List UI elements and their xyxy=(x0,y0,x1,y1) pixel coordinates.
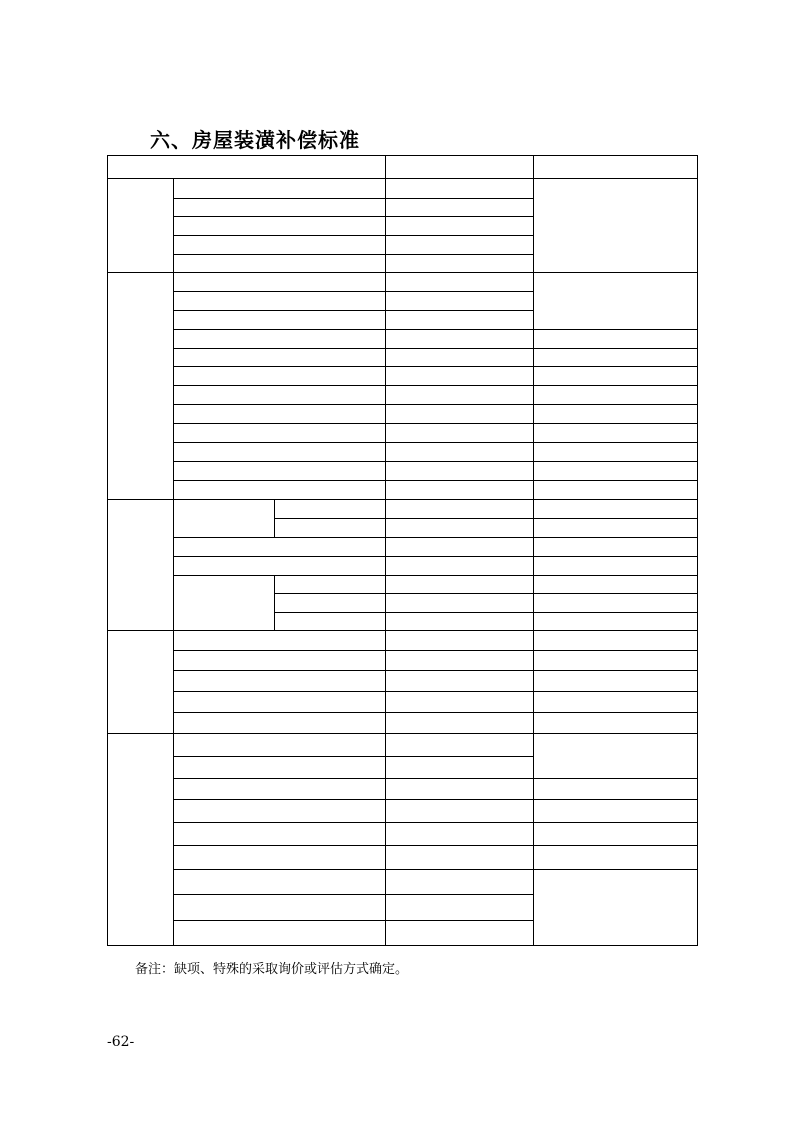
table-rule xyxy=(533,712,698,713)
item-name xyxy=(173,310,385,329)
table-rule xyxy=(533,348,698,349)
item-amount xyxy=(385,366,533,385)
item-amount xyxy=(385,348,533,366)
item-amount xyxy=(385,442,533,461)
item-amount xyxy=(385,329,533,348)
category-label xyxy=(107,499,173,630)
item-amount xyxy=(385,612,533,630)
table-rule xyxy=(697,155,698,946)
item-amount xyxy=(385,799,533,822)
item-amount xyxy=(385,178,533,198)
item-name xyxy=(274,499,385,518)
item-amount xyxy=(385,733,533,756)
item-amount xyxy=(385,198,533,216)
table-rule xyxy=(533,691,698,692)
item-amount xyxy=(385,423,533,442)
item-amount xyxy=(385,499,533,518)
item-name xyxy=(173,329,385,348)
header-name xyxy=(107,155,385,178)
item-amount xyxy=(385,480,533,499)
remark-note xyxy=(533,869,697,945)
item-name xyxy=(173,556,385,575)
item-amount xyxy=(385,593,533,612)
item-amount xyxy=(385,712,533,733)
item-name xyxy=(173,404,385,423)
table-rule xyxy=(533,423,698,424)
item-amount xyxy=(385,556,533,575)
page-title: 六、房屋装潢补偿标准 xyxy=(150,128,360,152)
header-amount xyxy=(385,155,533,178)
subgroup-label xyxy=(173,575,274,630)
item-name xyxy=(173,920,385,945)
item-amount xyxy=(385,822,533,845)
item-amount xyxy=(385,845,533,869)
category-label xyxy=(107,272,173,499)
category-label xyxy=(107,630,173,733)
item-amount xyxy=(385,630,533,650)
table-rule xyxy=(533,575,698,576)
item-name xyxy=(173,756,385,778)
table-rule xyxy=(533,556,698,557)
item-name xyxy=(173,733,385,756)
item-amount xyxy=(385,461,533,480)
item-name xyxy=(173,691,385,712)
item-name xyxy=(173,254,385,272)
compensation-table xyxy=(107,155,697,945)
remark-note xyxy=(533,178,697,272)
item-name xyxy=(173,423,385,442)
table-rule xyxy=(533,404,698,405)
item-amount xyxy=(385,310,533,329)
category-label xyxy=(107,733,173,945)
item-amount xyxy=(385,756,533,778)
item-name xyxy=(173,385,385,404)
item-name xyxy=(173,272,385,291)
item-name xyxy=(173,480,385,499)
item-name xyxy=(274,612,385,630)
item-name xyxy=(274,575,385,593)
remark-note xyxy=(533,272,697,329)
header-remark xyxy=(533,155,697,178)
item-amount xyxy=(385,272,533,291)
item-name xyxy=(173,216,385,235)
item-amount xyxy=(385,235,533,254)
item-name xyxy=(173,348,385,366)
item-amount xyxy=(385,778,533,799)
item-name xyxy=(173,178,385,198)
table-rule xyxy=(533,329,698,330)
table-rule xyxy=(107,945,698,946)
item-name xyxy=(173,650,385,670)
item-amount xyxy=(385,385,533,404)
item-name xyxy=(173,670,385,691)
item-amount xyxy=(385,869,533,894)
item-name xyxy=(173,799,385,822)
table-rule xyxy=(533,442,698,443)
item-name xyxy=(173,537,385,556)
item-name xyxy=(173,291,385,310)
table-rule xyxy=(533,612,698,613)
table-rule xyxy=(533,593,698,594)
item-amount xyxy=(385,575,533,593)
item-amount xyxy=(385,254,533,272)
table-rule xyxy=(533,778,698,779)
item-amount xyxy=(385,537,533,556)
item-amount xyxy=(385,894,533,920)
item-amount xyxy=(385,650,533,670)
table-rule xyxy=(533,537,698,538)
item-amount xyxy=(385,216,533,235)
item-amount xyxy=(385,518,533,537)
table-rule xyxy=(533,650,698,651)
table-rule xyxy=(533,461,698,462)
page-number: -62- xyxy=(107,1034,135,1050)
item-amount xyxy=(385,291,533,310)
item-name xyxy=(173,778,385,799)
table-rule xyxy=(533,518,698,519)
table-rule xyxy=(533,480,698,481)
item-name xyxy=(173,461,385,480)
table-rule xyxy=(533,670,698,671)
item-name xyxy=(173,366,385,385)
category-label xyxy=(107,178,173,272)
table-rule xyxy=(533,799,698,800)
item-name xyxy=(173,894,385,920)
table-rule xyxy=(533,385,698,386)
item-name xyxy=(173,845,385,869)
item-name xyxy=(173,712,385,733)
item-name xyxy=(173,869,385,894)
item-name xyxy=(173,442,385,461)
subgroup-label xyxy=(173,499,274,537)
table-rule xyxy=(533,822,698,823)
table-footnote: 备注：缺项、特殊的采取询价或评估方式确定。 xyxy=(135,962,409,977)
item-name xyxy=(274,593,385,612)
item-amount xyxy=(385,404,533,423)
remark-note xyxy=(533,733,697,778)
item-amount xyxy=(385,691,533,712)
item-name xyxy=(173,235,385,254)
table-rule xyxy=(533,845,698,846)
item-amount xyxy=(385,920,533,945)
item-name xyxy=(173,198,385,216)
item-name xyxy=(274,518,385,537)
item-amount xyxy=(385,670,533,691)
table-rule xyxy=(533,366,698,367)
item-name xyxy=(173,822,385,845)
item-name xyxy=(173,630,385,650)
